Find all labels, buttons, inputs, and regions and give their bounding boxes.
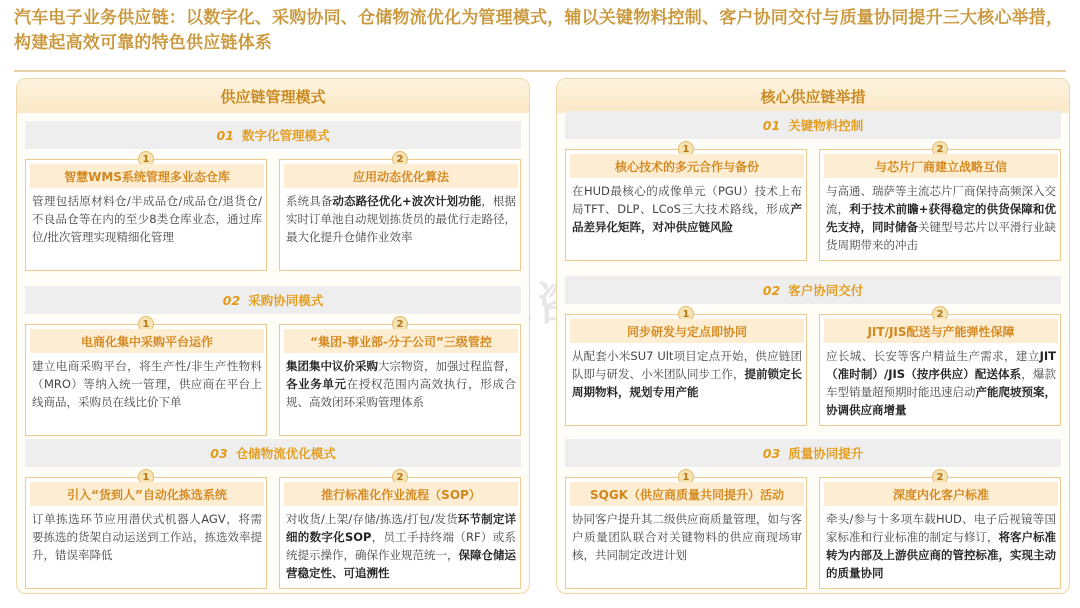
emphasis-text: 提前锁定长周期物料，规划专用产能	[572, 367, 802, 399]
section-number: 01	[216, 127, 234, 143]
emphasis-text: 保障仓储运营稳定性、可追溯性	[286, 548, 516, 580]
section-label: 采购协同模式	[248, 293, 324, 308]
card-body	[826, 510, 1056, 582]
number-badge: 1	[138, 469, 154, 485]
body-text: 管理包括原材料仓/半成品仓/成品仓/退货仓/不良品仓等在内的至少8类仓库业态，通过库位/批次管理实现精细化管理	[32, 194, 262, 244]
card-wms-warehouse	[25, 153, 267, 271]
number-badge: 2	[392, 469, 408, 485]
section-number: 03	[762, 445, 781, 461]
card-body	[286, 192, 516, 246]
number-badge: 2	[392, 151, 408, 167]
body-text: ，爆款车型销量超预期时能迅速启动	[826, 367, 1056, 399]
section-number: 03	[210, 445, 228, 461]
emphasis-text: 利于技术前瞻+获得稳定的供货保障和优先支持，同时储备	[826, 202, 1057, 234]
body-text: 建立电商采购平台，将生产性/非生产性物料（MRO）等纳入统一管理，供应商在平台上线商品，采购员在线比价下单	[32, 359, 262, 409]
section-label: 质量协同提升	[788, 446, 864, 461]
number-badge: 2	[932, 306, 948, 322]
section-bar	[565, 276, 1061, 304]
panel-title: 核心供应链举措	[760, 87, 866, 106]
emphasis-text: 产能爬坡预案，协调供应商增量	[826, 385, 1056, 417]
body-text: 在HUD最核心的成像单元（PGU）技术上布局TFT、DLP、LCoS三大技术路线，形成	[572, 184, 802, 216]
card-heading: 引入“货到人”自动化拣选系统	[30, 482, 264, 506]
section-bar	[25, 121, 521, 149]
card-chip-partnership	[819, 143, 1061, 261]
emphasis-text: 将客户标准转为内部及上游供应商的管控标准，实现主动的质量协同	[826, 530, 1056, 580]
card-heading: 电商化集中采购平台运作	[30, 329, 264, 353]
section-bar	[25, 439, 521, 467]
emphasis-text: 集团集中议价采购	[286, 359, 378, 373]
card-sqgk	[565, 471, 807, 589]
body-text: 关键型号芯片以平滑行业缺货周期带来的冲击	[826, 220, 1056, 252]
card-ecommerce-procurement	[25, 318, 267, 436]
body-text: 大宗物资，加强过程监督，	[378, 359, 516, 373]
section-label: 数字化管理模式	[241, 128, 330, 143]
emphasis-text: JIT（准时制）/JIS（按序供应）配送体系	[826, 349, 1056, 381]
card-heading: 推行标准化作业流程（SOP）	[284, 482, 518, 506]
card-sync-development	[565, 308, 807, 426]
section-bar	[565, 439, 1061, 467]
panel-header	[557, 79, 1069, 113]
number-badge: 1	[678, 306, 694, 322]
body-text: 协同客户提升其二级供应商质量管理，如与客户质量团队联合对关键物料的供应商现场审核，共同制定改进计划	[572, 512, 802, 562]
card-core-tech-cooperation	[565, 143, 807, 261]
number-badge: 1	[678, 141, 694, 157]
card-sop	[279, 471, 521, 589]
body-text: 应长城、长安等客户精益生产需求，建立	[826, 349, 1040, 363]
section-bar	[565, 111, 1061, 139]
emphasis-text: 动态路径优化+波次计划功能	[332, 194, 482, 208]
card-heading: JIT/JIS配送与产能弹性保障	[824, 319, 1058, 343]
card-body	[32, 510, 262, 564]
body-text: 与高通、瑞萨等主流芯片厂商保持高频深入交流，	[826, 184, 1056, 216]
section-label: 客户协同交付	[788, 283, 864, 298]
card-three-level-control	[279, 318, 521, 436]
card-body	[32, 192, 262, 246]
number-badge: 2	[932, 469, 948, 485]
card-body	[572, 182, 802, 236]
card-body	[32, 357, 262, 411]
panel-title: 供应链管理模式	[220, 87, 326, 106]
card-body	[286, 510, 516, 582]
watermark-text: 鼎帷咨询	[436, 276, 636, 330]
page-title: 汽车电子业务供应链：以数字化、采购协同、仓储物流优化为管理模式，辅以关键物料控制、客户协同交付与质量协同提升三大核心举措，构建起高效可靠的特色供应链体系	[14, 8, 1064, 53]
section-bar	[25, 286, 521, 314]
body-text: 牵头/参与十多项车载HUD、电子后视镜等国家标准和行业标准的制定与修订，	[826, 512, 1056, 544]
emphasis-text: 环节制定详细的数字化SOP	[286, 512, 517, 544]
body-text: ，根据实时订单池自动规划拣货员的最优行走路径，最大化提升仓储作业效率	[286, 194, 517, 244]
panel-header	[17, 79, 529, 113]
card-body	[572, 347, 802, 401]
card-heading: 同步研发与定点即协同	[570, 319, 804, 343]
body-text: 对收货/上架/存储/拣选/打包/发货	[286, 512, 458, 526]
body-text: 从配套小米SU7 Ult项目定点开始，供应链团队即与研发、小米团队同步工作，	[572, 349, 802, 381]
emphasis-text: 产品差异化矩阵，对冲供应链风险	[572, 202, 802, 234]
card-heading: 深度内化客户标准	[824, 482, 1058, 506]
title-divider	[14, 70, 1066, 72]
section-number: 02	[222, 292, 241, 308]
number-badge: 1	[138, 151, 154, 167]
number-badge: 2	[932, 141, 948, 157]
card-dynamic-algorithm	[279, 153, 521, 271]
section-number: 02	[762, 282, 781, 298]
section-label: 关键物料控制	[788, 118, 864, 133]
card-customer-standards	[819, 471, 1061, 589]
emphasis-text: 各业务单元	[286, 377, 347, 391]
body-text: 订单拣选环节应用潜伏式机器人AGV，将需要拣选的货架自动运送到工作站，拣选效率提升，错误率降低	[32, 512, 262, 562]
management-mode-panel	[16, 78, 530, 594]
number-badge: 1	[678, 469, 694, 485]
card-body	[286, 357, 516, 411]
card-body	[826, 347, 1056, 419]
card-heading: “集团-事业部-分子公司”三级管控	[284, 329, 518, 353]
card-body	[572, 510, 802, 564]
card-heading: 核心技术的多元合作与备份	[570, 154, 804, 178]
section-label: 仓储物流优化模式	[235, 446, 336, 461]
number-badge: 1	[138, 316, 154, 332]
card-jit-jis	[819, 308, 1061, 426]
card-goods-to-person	[25, 471, 267, 589]
card-heading: 应用动态优化算法	[284, 164, 518, 188]
body-text: 在授权范围内高效执行，形成合规、高效闭环采购管理体系	[286, 377, 517, 409]
core-measures-panel	[556, 78, 1070, 594]
card-heading: SQGK（供应商质量共同提升）活动	[570, 482, 804, 506]
number-badge: 2	[392, 316, 408, 332]
body-text: ，员工手持终端（RF）或系统提示操作，确保作业规范统一，	[286, 530, 516, 562]
card-heading: 与芯片厂商建立战略互信	[824, 154, 1058, 178]
body-text: 系统具备	[286, 194, 333, 208]
section-number: 01	[762, 117, 781, 133]
card-body	[826, 182, 1056, 254]
card-heading: 智慧WMS系统管理多业态仓库	[30, 164, 264, 188]
